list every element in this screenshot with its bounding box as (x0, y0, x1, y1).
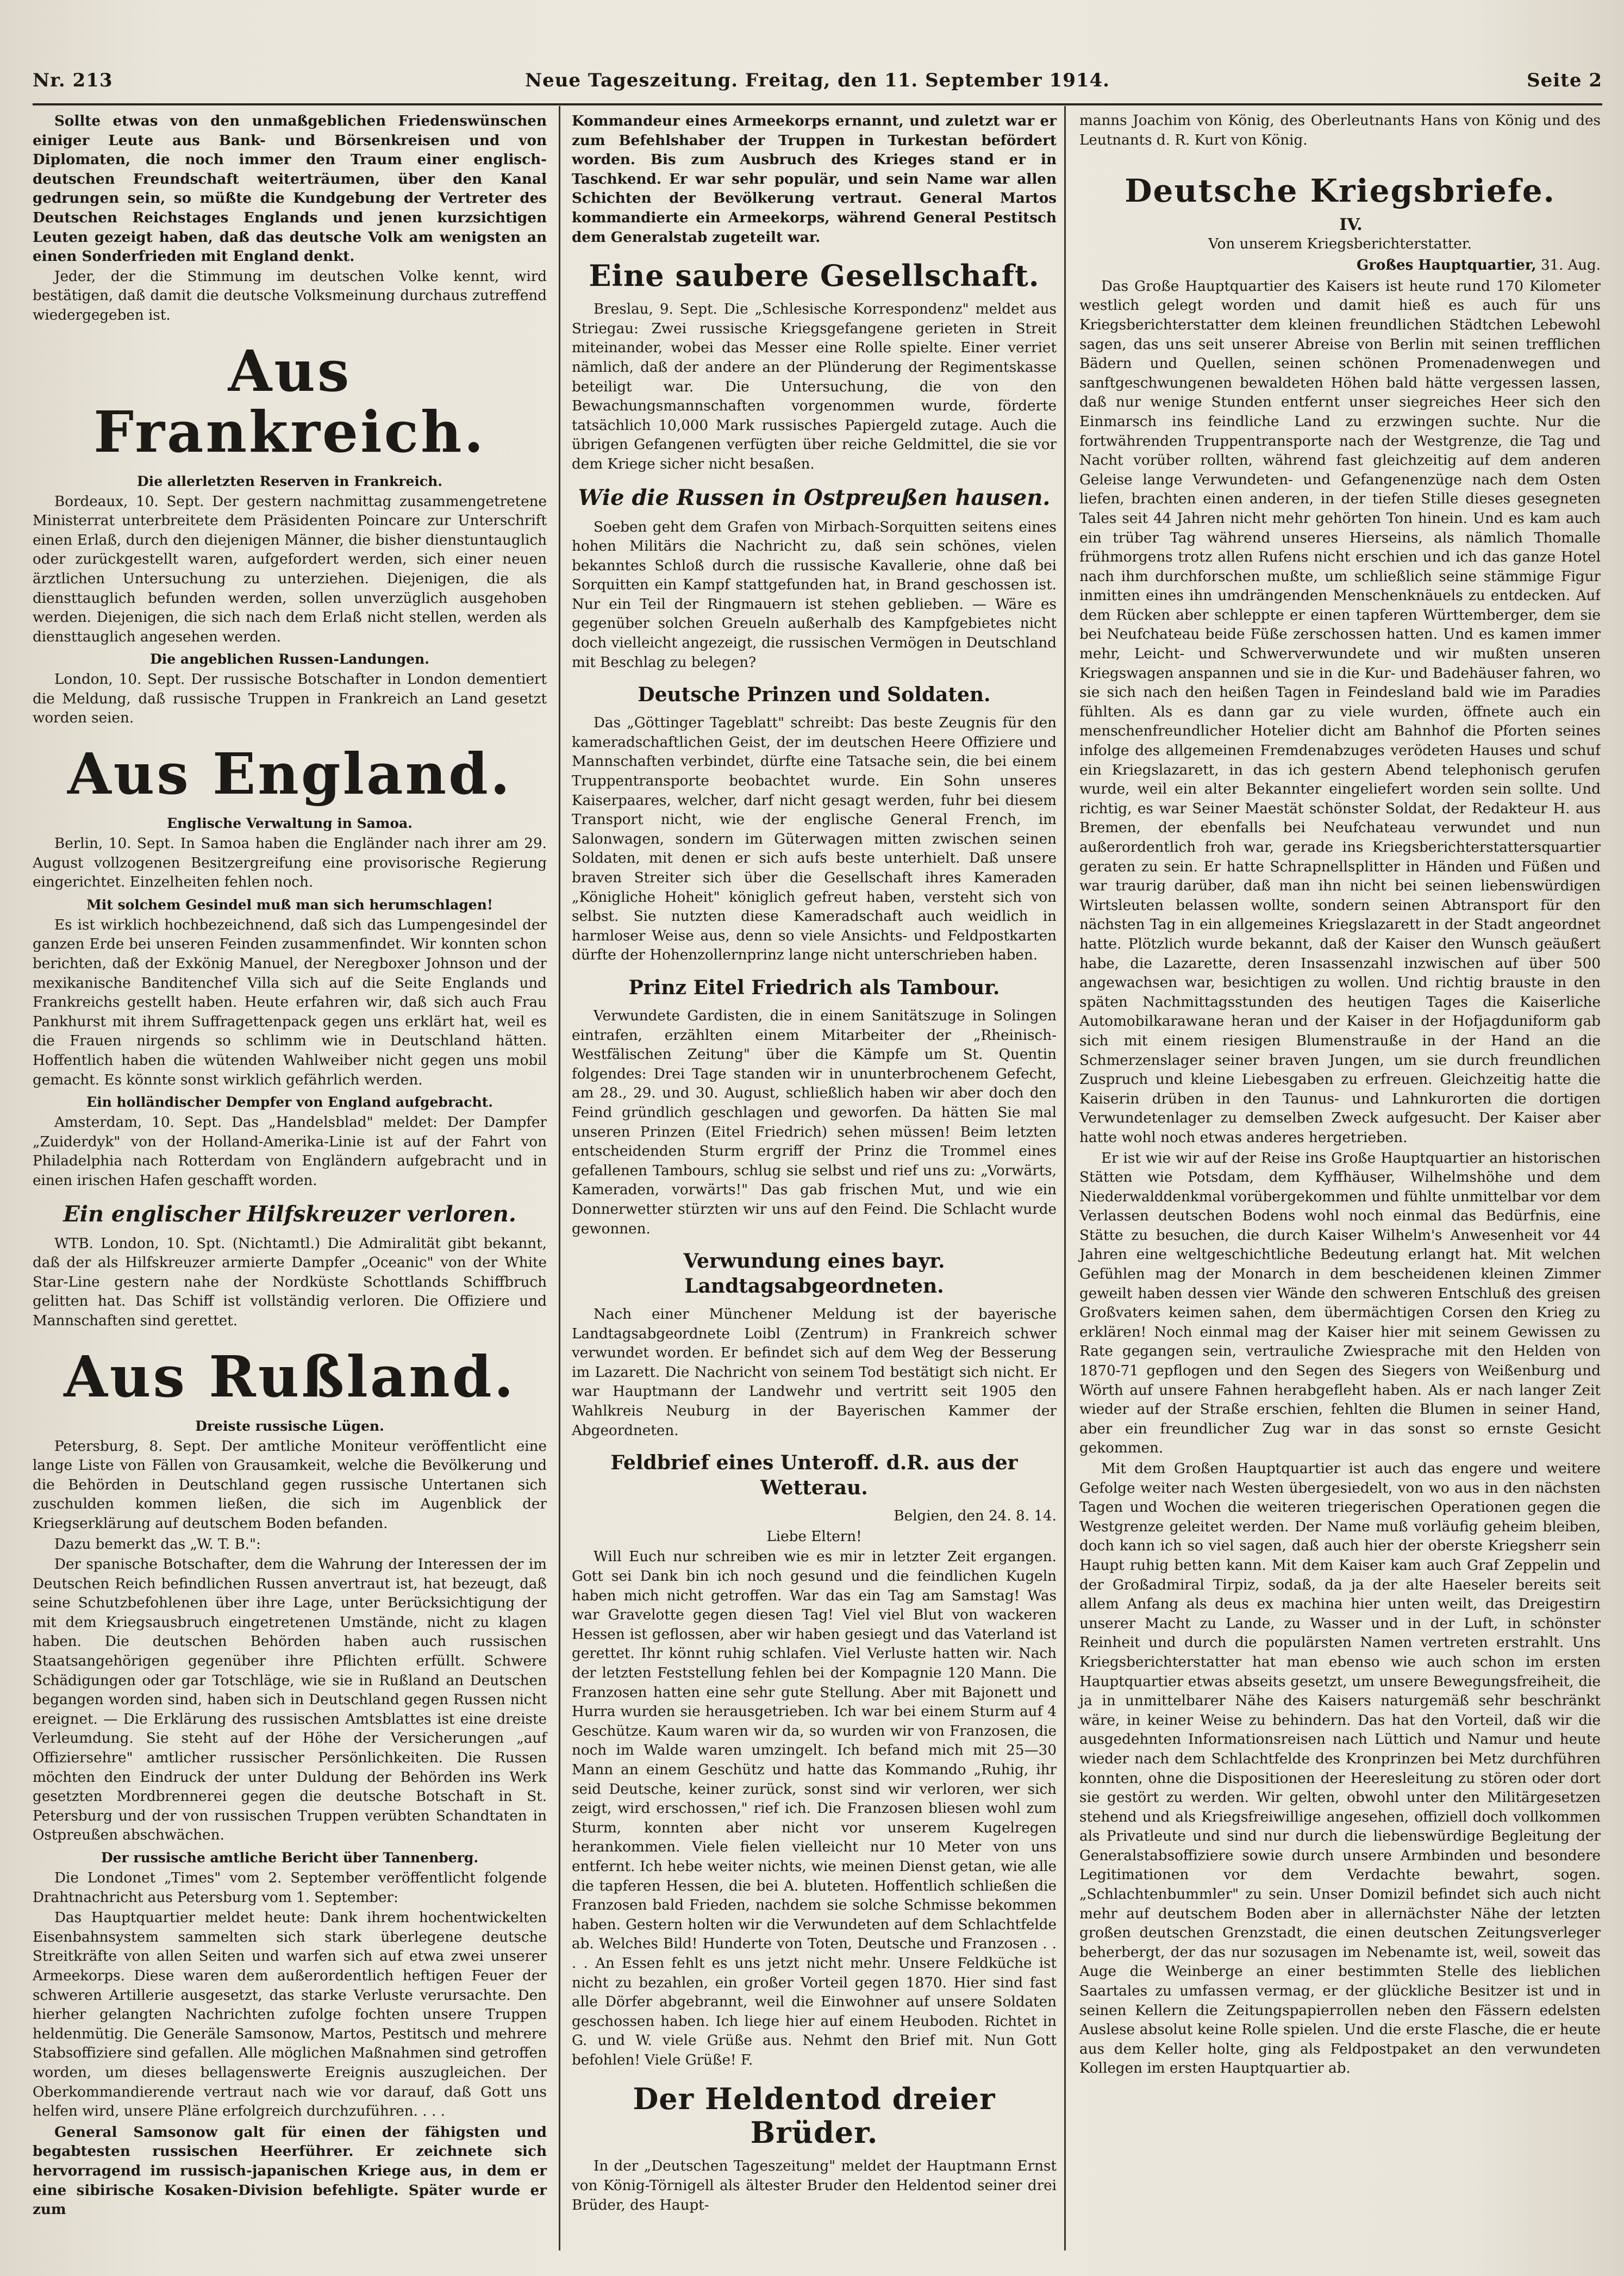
article-heading-verwundung: Verwundung eines bayr. Landtagsabgeordneten. (683, 1250, 945, 1298)
article-paragraph: Der spanische Botschafter, dem die Wahrung der Interessen der im Deutschen Reich befindlichen Russen anvertraut ist, hat bezeugt, daß seine Schutzbefohlenen über ihre Lage, unter Berücksichtigung der mit dem Kriegsausbruch eingetretenen Umstände, nicht zu klagen haben. Die deutschen Behörden haben auch russischen Staatsangehörigen gegenüber ihre Pflichten erfüllt. Schwere Schädigungen oder gar Totschläge, wie sie in Rußland an Deutschen begangen worden sind, haben sich in Deutschland gegen Russen nicht ereignet. — Die Erklärung des russischen Amtsblattes ist eine dreiste Verleumdung. Sie steht auf der Höhe der Versicherungen „auf Offiziersehre" amtlicher russischer Persönlichkeiten. Die Russen möchten den Eindruck der unter Duldung der Behörden ins Werk gesetzten Mordbrennerei gegen die deutsche Botschaft in St. Petersburg und der von russischen Truppen verübten Schandtaten in Ostpreußen abschwächen. (33, 1556, 547, 1844)
article-paragraph: Dazu bemerkt das „W. T. B.": (54, 1536, 261, 1552)
article-paragraph: London, 10. Sept. Der russische Botschafter in London dementiert die Meldung, daß russische Truppen in Frankreich an Land gesetzt worden seien. (33, 671, 547, 727)
dateline-date: 31. Aug. (1540, 257, 1601, 273)
article-paragraph: Breslau, 9. Sept. Die „Schlesische Korrespondenz" meldet aus Striegau: Zwei russische Kriegsgefangene gerieten in Streit miteinander, wobei das Messer eine Rolle spielte. Einer verriet nämlich, daß der andere an der Plünderung der Regimentskasse beteiligt war. Die Untersuchung, die von den Bewachungsmannschaften vorgenommen wurde, förderte tatsächlich 10,000 Mark russisches Papiergeld zutage. Auch die übrigen Gefangenen verfügten über reiche Geldmittel, die sie vor dem Kriege sicher nicht besaßen. (572, 301, 1057, 472)
article-paragraph: Nach einer Münchener Meldung ist der bayerische Landtagsabgeordnete Loibl (Zentrum) in Frankreich schwer verwundet worden. Er befindet sich auf dem Weg der Besserung im Lazarett. Die Nachricht von seinem Tod bestätigt sich nicht. Er war Hauptmann der Landwehr und vertritt seit 1905 den Wahlkreis Neuburg in der Bayerischen Kammer der Abgeordneten. (572, 1306, 1057, 1439)
article-heading-eitel: Prinz Eitel Friedrich als Tambour. (628, 976, 1000, 999)
article-paragraph: Das Große Hauptquartier des Kaisers ist heute rund 170 Kilometer westlich gelegt worden und damit hieß es auch für uns Kriegsberichterstatter dem kleinen freundlichen Städtchen Lebewohl sagen, das uns seit unserer Abreise von Berlin mit seinen trefflichen Bädern und Quellen, seinen schönen Promenadenwegen und sanftgeschwungenen bewaldeten Höhen bald hätte vergessen lassen, daß nur wenige Stunden entfernt unser siegreiches Heer sich den Einmarsch ins feindliche Land zu erzwingen suchte. Nur die fortwährenden Truppentransporte nach der Westgrenze, die Tag und Nacht vorüber rollten, während fast gleichzeitig auf dem anderen Geleise lange Verwundeten- und Gefangenenzüge nach dem Osten liefen, brachten einen anderen, in der tiefen Stille dieses gesegneten Tales seit 44 Jahren nicht mehr gehörten Ton hinein. Und es kam auch ein trüber Tag während unseres Hierseins, als nämlich Thomalle frühmorgens trotz allen Rufens nicht erschien und ich das ganze Hotel nach ihm durchforschen mußte, um schließlich seine stämmige Figur inmitten eines ihn umdrängenden Menschenknäuels zu entdecken. Auf dem Rücken aber schleppte er einen tapferen Württemberger, dem sie bei Neufchateau beide Füße zerschossen hatten. Und es kamen immer mehr, Leicht- und Schwerverwundete und wir mußten unseren Kriegswagen anspannen und sie in die Kur- und Badehäuser fahren, wo sie sich nach den heißen Tagen in Feindesland bald wie im Paradies fühlten. Als es dann gar zu viele wurden, öffnete auch ein menschenfreundlicher Hotelier dicht am Bahnhof die Pforten seines infolge des allgemeinen Fremdenabzuges verödeten Hauses und schuf ein Kriegslazarett, in das ich gestern Abend telephonisch gerufen wurde, weil ein alter Bekannter eingeliefert worden sein sollte. Und richtig, es war Seiner Maestät schönster Soldat, der Redakteur H. aus Bremen, der ebenfalls bei Neufchateau verwundet und nun außerordentlich froh war, gerade ins Kriegsberichterstattersquartier geraten zu sein. Er hatte Schrapnellsplitter in Händen und Füßen und war traurig darüber, daß man ihn nicht bei seinen liebenswürdigen Wirtsleuten belassen wollte, sondern seinen Abtransport für den nächsten Tag in ein allgemeines Kriegslazarett in der Stadt angeordnet hatte. Plötzlich wurde bekannt, daß der Kaiser den Wunsch geäußert habe, die Lazarette, deren Insassenzahl inzwischen auf über 500 angewachsen war, besichtigen zu wollen. Und richtig brauste in den späten Nachmittagsstunden des heutigen Tages die Kaiserliche Automobilkarawane heran und der Kaiser in der Hofjagduniform gab sich mit einem riesigen Blumenstrauße in der Hand an die Schmerzenslager seiner braven Jungen, um sie durch freundlichen Zuspruch und kleine Liebesgaben zu erfreuen. Gleichzeitig hatte die Kaiserin drüben in den Taunus- und Lahnkurorten die dortigen Verwundetenlager zu demselben Zweck aufgesucht. Der Kaiser aber hatte wohl noch etwas anderes hergetrieben. (1079, 278, 1601, 1146)
column-divider (1064, 106, 1066, 2250)
intro-paragraph: Sollte etwas von den unmaßgeblichen Friedenswünschen einiger Leute aus Bank- und Börsenkreisen und von Diplomaten, die noch immer den Traum einer englisch-deutschen Freundschaft weiterträumen, über den Kanal gedrungen sein, so müßte die Kundgebung der Vertreter des Deutschen Reichstages Englands und jenen kurzsichtigen Leuten gezeigt haben, daß das deutsche Volk am wenigsten an einen Sonderfrieden mit England denkt. (33, 113, 547, 265)
column-divider (559, 106, 560, 2250)
issue-number: Nr. 213 (33, 70, 113, 91)
article-paragraph: Das Hauptquartier meldet heute: Dank ihrem hochentwickelten Eisenbahnsystem sammelten sich stark überlegene deutsche Streitkräfte von allen Seiten und warfen sich auf etwa zwei unserer Armeekorps. Diese waren dem außerordentlich heftigen Feuer der schweren Artillerie ausgesetzt, das starke Verluste verursachte. Den hierher gelangten Nachrichten zufolge fochten unsere Truppen heldenmütig. Die Generäle Samsonow, Martos, Pestitsch und mehrere Stabsoffiziere sind gefallen. Alle möglichen Maßnahmen sind getroffen worden, um dieses bellagenswerte Ereignis auszugleichen. Der Oberkommandierende vertraut nach wie vor darauf, daß Gott uns helfen wird, unsere Pläne erfolgreich durchzuführen. . . . (33, 1910, 547, 2120)
column-3 (1071, 111, 1601, 2248)
dateline-place: Großes Hauptquartier, (1357, 257, 1536, 273)
article-subheading: Die angeblichen Russen-Landungen. (150, 651, 429, 668)
masthead (33, 65, 1602, 105)
article-paragraph: Mit dem Großen Hauptquartier ist auch das engere und weitere Gefolge weiter nach Westen übergesiedelt, von wo aus in den nächsten Tagen und Wochen die weiteren triegerischen Operationen gegen die Westgrenze geleitet werden. Der Name muß vorläufig geheim bleiben, doch kann ich so viel sagen, daß auch hier der oberste Kriegsherr sein Haupt ruhig betten kann. Mit dem Kaiser kam auch Graf Zeppelin und der Großadmiral Tirpiz, sodaß, da ja der alte Haeseler bereits seit allem Anfang als deus ex machina hier unten weilt, das Dreigestirn unserer Macht zu Lande, zu Wasser und in der Luft, in schönster Reinheit und durch die populärsten Namen vertreten erstrahlt. Uns Kriegsberichterstatter hat man ebenso wie auch schon im ersten Hauptquartier etwas abseits gesetzt, um unsere Bewegungsfreiheit, die ja in unmittelbarer Nähe des Kaisers naturgemäß sehr beschränkt wäre, in keiner Weise zu behindern. Das hat den Vorteil, daß wir die ausgedehnten Informationsreisen nach Lüttich und Namur und heute wieder nach dem Schlachtfelde des Kronprinzen bei Metz durchführen konnten, ohne die Dispositionen der Heeresleitung zu stören oder dort sie gestört zu werden. Wir gelten, obwohl unter den Militärgesetzen stehend und als Kriegsfreiwillige angesehen, offiziell doch vollkommen als Privatleute und sind nur durch die liebenswürdige Begleitung der Generalstabsoffiziere sowie durch unsere Armbinden und besondere Legitimationen vor dem Verdachte bewahrt, sogen. „Schlachtenbummler" zu sein. Unser Domizil befindet sich auch nicht mehr auf deutschem Boden aber in allernächster Nähe der letzten großen deutschen Grenzstadt, die einen deutschen Zeitungsverleger beherbergt, der das nur sozusagen im Nebenamte ist, weil, soweit das Auge die Weinberge an einer bestimmten Stelle des lieblichen Saartales zu umfassen vermag, er der glückliche Besitzer ist und in seinen Kellern die Zeitungspapierrollen neben den Fässern edelsten Auslese absolut keine Rolle spielen. Und die erste Flasche, die er heute aus dem Keller holte, ging als Feldpostpaket an den verwundeten Kollegen im ersten Hauptquartier ab. (1079, 1461, 1601, 2077)
page-number: Seite 2 (1527, 70, 1602, 91)
article-heading-feldbrief: Feldbrief eines Unteroff. d.R. aus der Wetterau. (610, 1451, 1018, 1500)
article-paragraph: Er ist wie wir auf der Reise ins Große Hauptquartier an historischen Stätten wie Potsdam, dem Kyffhäuser, Wilhelmshöhe und dem Niederwalddenkmal vorübergekommen und fühlte unmittelbar vor dem Verlassen deutschen Bodens wohl noch einmal das Bedürfnis, eine Stätte zu besuchen, die durch Kaiser Wilhelm's Anwesenheit vor 44 Jahren eine weltgeschichtliche Bedeutung erlangt hat. Mit welchen Gefühlen mag der Monarch in dem bescheidenen kleinen Zimmer geweilt haben dessen vier Wände den schweren Entschluß des greisen Großvaters keimen sahen, dem übermächtigen Corsen den Krieg zu erklären! Noch einmal mag der Kaiser hier mit seinem Gewissen zu Rate gegangen sein, vertrauliche Zwiesprache mit den Helden von 1870-71 gepflogen und den Segen des Siegers von Weißenburg und Wörth auf unsere Fahnen herabgefleht haben. Als er nach langer Zeit wieder auf der Straße erschien, fehlten die Blumen in seiner Hand, aber ein freundlicher Zug war in das sonst so ernste Gesicht gekommen. (1079, 1150, 1601, 1457)
section-heading-england: Aus England. (67, 740, 513, 808)
article-subheading: Ein holländischer Dempfer von England aufgebracht. (86, 1094, 493, 1111)
section-heading-russland: Aus Rußland. (64, 1343, 516, 1410)
article-subheading: Mit solchem Gesindel muß man sich herumschlagen! (86, 896, 493, 913)
article-paragraph: WTB. London, 10. Spt. (Nichtamtl.) Die Admiralität gibt bekannt, daß der als Hilfskreuzer armierte Dampfer „Oceanic" von der White Star-Line gestern nahe der Nordküste Schottlands Schiffbruch gelitten hat. Das Schiff ist vollständig verloren. Die Offiziere und Mannschaften sind gerettet. (33, 1235, 547, 1329)
article-paragraph: Berlin, 10. Sept. In Samoa haben die Engländer nach ihrer am 29. August vollzogenen Besitzergreifung eine provisorische Regierung eingerichtet. Einzelheiten fehlen noch. (33, 835, 547, 891)
article-subheading: Der russische amtliche Bericht über Tannenberg. (101, 1850, 479, 1866)
newspaper-title-date: Neue Tageszeitung. Freitag, den 11. September 1914. (525, 70, 1110, 91)
letter-dateline: Belgien, den 24. 8. 14. (894, 1508, 1057, 1525)
intro-paragraph: Jeder, der die Stimmung im deutschen Volke kennt, wird bestätigen, daß damit die deutsche Volksmeinung durchaus zutreffend wiedergegeben ist. (33, 268, 547, 323)
article-heading-brueder: Der Heldentod dreier Brüder. (633, 2081, 996, 2150)
article-paragraph: Soeben geht dem Grafen von Mirbach-Sorquitten seitens eines hohen Militärs die Nachricht zu, daß sein schönes, vielen bekanntes Schloß durch die russische Kavallerie, ohne daß bei Sorquitten ein Kampf stattgefunden hat, in Brand geschossen ist. Nur ein Teil der Ringmauern ist stehen geblieben. — Wäre es gegenüber solchen Greueln außerhalb des Kampfgebietes nicht doch vielleicht angezeigt, die russischen Vermögen in Deutschland mit Beschlag zu belegen? (572, 519, 1057, 671)
article-paragraph: Es ist wirklich hochbezeichnend, daß sich das Lumpengesindel der ganzen Erde bei unseren Feinden zusammenfindet. Wir konnten schon berichten, daß der Exkönig Manuel, der Neregboxer Johnson und der mexikanische Banditenchef Villa sich auf die Seite Englands und Frankreichs gestellt haben. Heute erfahren wir, daß sich auch Frau Pankhurst mit ihrem Suffragettenpack gegen uns erklärt hat, weil es die Frauen nirgends so schlimm wie in Deutschland hätten. Hoffentlich haben die wütenden Wahlweiber nicht gegen uns mobil gemacht. Es könnte sonst wirklich gefährlich werden. (33, 916, 547, 1088)
article-continuation: manns Joachim von König, des Oberleutnants Hans von König und des Leutnants d. R. Kurt von König. (1079, 113, 1601, 148)
article-heading-ostpreussen: Wie die Russen in Ostpreußen hausen. (578, 484, 1051, 510)
section-heading-frankreich: Aus Frankreich. (93, 337, 486, 465)
article-subheading: Dreiste russische Lügen. (195, 1418, 384, 1434)
article-paragraph: Die Londonet „Times" vom 2. September veröffentlicht folgende Drahtnachricht aus Petersburg vom 1. September: (33, 1870, 547, 1906)
column-1 (33, 111, 554, 2248)
article-heading-gesellschaft: Eine saubere Gesellschaft. (589, 258, 1040, 294)
article-paragraph: General Samsonow galt für einen der fähigsten und begabtesten russischen Heerführer. Er zeichnete sich hervorragend im russisch-japanischen Kriege aus, in dem er eine sibirische Kosaken-Division befehligte. Später wurde er zum (33, 2123, 547, 2218)
article-paragraph: Bordeaux, 10. Sept. Der gestern nachmittag zusammengetretene Ministerrat unterbreitete dem Präsidenten Poincare zur Unterschrift einen Erlaß, durch den diejenigen Männer, die bisher dienstuntauglich oder zurückgestellt waren, aufgefordert werden, sich einer neuen ärztlichen Untersuchung zu unterziehen. Diejenigen, die als diensttauglich befunden werden, sollen unverzüglich ausgehoben werden. Diejenigen, die sich nach dem Erlaß nicht stellen, werden als diensttauglich angesehen werden. (33, 493, 547, 645)
article-paragraph: In der „Deutschen Tageszeitung" meldet der Hauptmann Ernst von König-Törnigell als ältester Bruder den Heldentod seiner drei Brüder, des Haupt- (572, 2158, 1057, 2213)
column-2 (566, 111, 1062, 2248)
letter-salutation: Liebe Eltern! (766, 1528, 862, 1545)
series-number: IV. (1339, 215, 1363, 235)
article-byline: Von unserem Kriegsberichterstatter. (1208, 236, 1472, 253)
article-paragraph: Amsterdam, 10. Sept. Das „Handelsblad" meldet: Der Dampfer „Zuiderdyk" von der Holland-Amerika-Linie ist auf der Fahrt von Philadelphia nach Rotterdam von Engländern aufgebracht und in einen irischen Hafen geschafft worden. (33, 1114, 547, 1189)
article-paragraph: Verwundete Gardisten, die in einem Sanitätszuge in Solingen eintrafen, erzählten einem Mitarbeiter der „Rheinisch-Westfälischen Zeitung" über die Kämpfe um St. Quentin folgendes: Drei Tage standen wir in ununterbrochenem Gefecht, am 28., 29. und 30. August, schließlich haben wir aber doch den Feind gründlich geschlagen und geworfen. Da hätten Sie mal unseren Prinzen (Eitel Friedrich) sehen müssen! Beim letzten entscheidenden Sturm ergriff der Prinz die Trommel eines gefallenen Tambours, schlug sie selbst und rief uns zu: „Vorwärts, Kameraden, vorwärts!" Das gab frischen Mut, und wie ein Donnerwetter stürzten wir uns auf den Feind. Die Schlacht wurde gewonnen. (572, 1007, 1057, 1237)
article-paragraph: Petersburg, 8. Sept. Der amtliche Moniteur veröffentlicht eine lange Liste von Fällen von Grausamkeit, welche die Bevölkerung und die Behörden in Deutschland gegen russische Untertanen sich zuschulden kommen ließen, die sich im Augenblick der Kriegserklärung auf deutschem Boden befanden. (33, 1438, 547, 1532)
article-dateline (1079, 255, 1601, 275)
article-subheading: Englische Verwaltung in Samoa. (167, 815, 413, 832)
article-heading-prinzen: Deutsche Prinzen und Soldaten. (638, 683, 991, 707)
article-paragraph: Will Euch nur schreiben wie es mir in letzter Zeit ergangen. Gott sei Dank bin ich noch gesund und die feindlichen Kugeln haben mich nicht getroffen. War das ein Tag am Samstag! Was war Gravelotte gegen diesen Tag! Viel viel Blut von wackeren Hessen ist geflossen, aber wir haben gesiegt und das Vaterland ist gerettet. Ihr könnt ruhig schlafen. Viel Verluste hatten wir. Nach der letzten Feststellung fehlen bei der Kompagnie 120 Mann. Die Franzosen hatten eine sehr gute Stellung. Aber mit Bajonett und Hurra wurden sie herausgetrieben. Ich war bei einem Sturm auf 4 Geschütze. Kaum waren wir da, so wurden wir von Franzosen, die noch im Walde waren umzingelt. Ich befand mich mit 25—30 Mann an einem Geschütz und hatte das Kommando „Ruhig, ihr seid Deutsche, keiner zurück, sonst sind wir verloren, wer sich zeigt, wird erschossen," rief ich. Die Franzosen bliesen wohl zum Sturm, konnten aber nicht vor unserem Kugelregen herankommen. Viele fielen vielleicht nur 10 Meter von uns entfernt. Ich hebe weiter nichts, wie meinen Dienst getan, wie alle die tapferen Hessen, die bei A. bluteten. Hoffentlich schließen die Franzosen bald Frieden, nachdem sie solche Schmisse bekommen haben. Gestern holten wir die Verwundeten auf dem Schlachtfelde ab. Welches Bild! Hunderte von Toten, Deutsche und Franzosen . . . . An Essen fehlt es uns jetzt nicht mehr. Unsere Feldküche ist nicht zu bezahlen, ein großer Vorteil gegen 1870. Hier sind fast alle Dörfer abgebrannt, weil die Einwohner auf unsere Soldaten geschossen haben. Ich liege hier auf einem Heuboden. Richtet in G. und W. viele Grüße aus. Nehmt den Brief mit. Nun Gott befohlen! Viele Grüße! F. (572, 1549, 1057, 2068)
article-paragraph: Das „Göttinger Tageblatt" schreibt: Das beste Zeugnis für den kameradschaftlichen Geist, der im deutschen Heere Offiziere und Mannschaften verbindet, dürfte eine Tatsache sein, die bei einem Truppentransporte beobachtet wurde. Ein Sohn unseres Kaiserpaares, welcher, darf nicht gesagt werden, fuhr bei diesem Transport nicht, wie der englische General French, im Salonwagen, sondern im Güterwagen mitten zwischen seinen Soldaten, mit denen er sich aufs beste unterhielt. Daß unsere braven Streiter sich über die Gesellschaft ihres Kameraden „Königliche Hoheit" königlich gefreut haben, versteht sich von selbst. Sie nutzten diese Kameradschaft auch weidlich in harmloser Weise aus, denn so viele Ansichts- und Feldpostkarten dürfte der Hohenzollernprinz lange nicht unterschrieben haben. (572, 715, 1057, 964)
section-heading-kriegsbriefe: Deutsche Kriegsbriefe. (1125, 172, 1556, 210)
article-heading-hilfskreuzer: Ein englischer Hilfskreuzer verloren. (63, 1201, 516, 1227)
article-continuation: Kommandeur eines Armeekorps ernannt, und zuletzt war er zum Befehlshaber der Truppen in Turkestan befördert worden. Bis zum Ausbruch des Krieges stand er in Taschkend. Er war sehr populär, und sein Name war allen Schichten der Bevölkerung vertraut. General Martos kommandierte ein Armeekorps, während General Pestitsch dem Generalstab zugeteilt war. (572, 113, 1057, 246)
article-subheading: Die allerletzten Reserven in Frankreich. (137, 473, 442, 489)
